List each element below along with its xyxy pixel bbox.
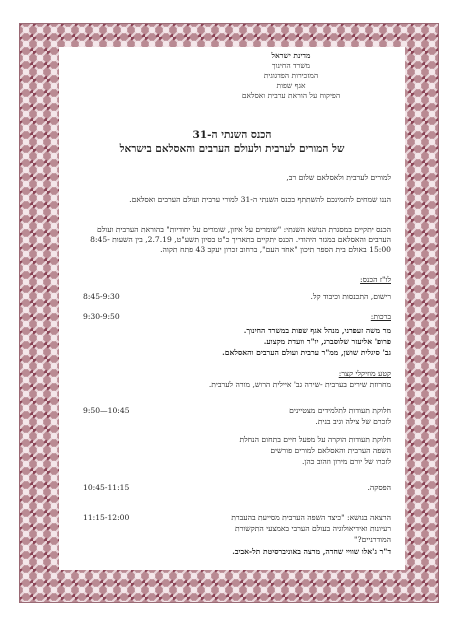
header-line-1: מדינת ישראל [271, 51, 311, 60]
schedule-row: מר משה זעפרני, מנהל אגף שפות במשרד החינוך. [243, 326, 391, 335]
schedule-row: ד"ר ג'אלו שוויי שחדה, מרצה באוניברסיטת תל-אביב. [232, 547, 391, 556]
schedule-row: פרופ' אליעזר שלוסברג, יו"ר וועדת מקצוע. [263, 337, 391, 346]
invite-paragraph: הננו שמחים להזמינכם להשתתף בכנס השנתי ה-31 למורי ערבית ועולם הערבים ואסלאם. [129, 195, 391, 204]
schedule-row: קטע מוזיקלי קצר: [338, 369, 391, 378]
schedule-row: רעיונות ואידיאולוגיה בעולם הערבי באמצעי התקשורת [234, 524, 391, 533]
schedule-row: לזכרו של יורם מירון וזהוב כהן. [301, 457, 391, 466]
schedule-row: גב' סיגלית שושן, ממ"ר ערבית ועולם הערבים והאסלאם. [222, 348, 391, 357]
details-paragraph: הכנס יתקיים במסגרת הנושא השנתי: "שומרים על איזון, שומרים על יחודיות" בהוראת הערבית ועולם הערבים והאסלאם במגזר היהודי. הכנס יתקיים בתאריך כ"ט בסיון תשע"ט, 2.7.19, בין השעות 8:45-15:00 באולם בית הספר תיכון "אחד העם", ברחוב זכרון יעקב 43 פתח תקוה. [90, 225, 391, 254]
header-line-3: המזכירות הפדגוגית [263, 71, 319, 80]
title-line-2: של המורים לערבית ולעולם הערבים והאסלאם בישראל [119, 143, 345, 155]
schedule-row: השפה הערבית והאסלאם למורים פורשים [270, 446, 391, 455]
schedule-row: מחרוזת שירים בערבית -שירה גב' איילית הרוש, מורה לערבית. [208, 380, 391, 389]
ministry-header [191, 51, 391, 101]
schedule-row: רישום, התכנסות וכיבוד קל. 8:45-9:30 [83, 292, 391, 301]
schedule-row: חלוקת תעודות לתלמידים מצטיינים 9:50—10:45 [83, 406, 391, 415]
schedule-row: ברכות: 9:30-9:50 [83, 312, 391, 321]
header-line-2: משרד החינוך [271, 61, 311, 70]
schedule-row: הפסקה. 10:45-11:15 [83, 483, 391, 492]
title-line-1: הכנס השנתי ה-31 [192, 129, 272, 141]
schedule-row: המודרניים?" [354, 535, 391, 544]
schedule-row: הרצאה בנושא: "כיצד השפה הערבית מסייעת בהעברת 11:15-12:00 [83, 513, 391, 522]
header-line-5: הפיקוח על הוראת ערבית ואסלאם [241, 91, 341, 100]
program-label: לו"ז הכנס: [360, 275, 391, 284]
schedule-row: לזכרם של צילה וגיב בנית. [315, 417, 391, 426]
schedule-row: חלוקת תעודות הוקרה על מפעל חיים בתחום הנחלת [239, 435, 391, 444]
header-line-4: אגף שפות [276, 81, 306, 90]
invitation-page [59, 47, 405, 570]
greeting: למורים לערבית ולאסלאם שלום רב, [286, 173, 391, 182]
